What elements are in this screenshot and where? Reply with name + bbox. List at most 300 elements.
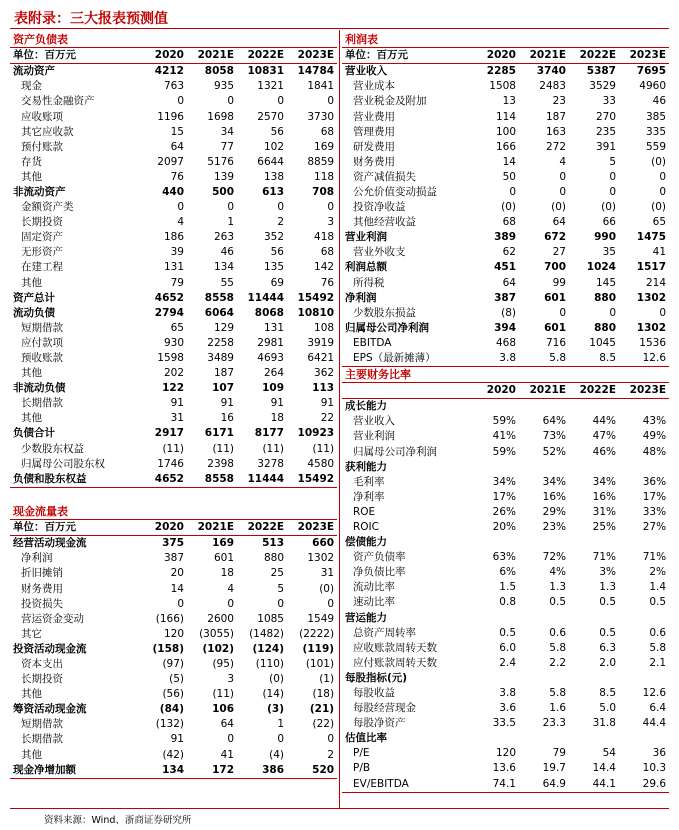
- table-row: [342, 79, 669, 94]
- row-label: 总资产周转率: [353, 626, 416, 639]
- cell-value: (14): [262, 688, 284, 701]
- cell-value: 6064: [204, 306, 234, 319]
- row-label: 少数股东损益: [353, 306, 416, 319]
- cell-value: 23.3: [542, 717, 566, 730]
- cell-value: 263: [213, 231, 234, 244]
- cell-value: 18: [270, 412, 284, 425]
- table-row: [342, 64, 669, 80]
- cell-value: 44%: [592, 415, 616, 428]
- header-year: 2022E: [237, 520, 287, 536]
- table-row: [342, 200, 669, 215]
- cell-value: 65: [170, 321, 184, 334]
- cell-value: [619, 731, 669, 746]
- cell-value: 74.1: [469, 777, 519, 793]
- header-year: 2021E: [519, 48, 569, 64]
- cell-value: [569, 671, 619, 686]
- cell-value: 36: [652, 747, 667, 760]
- row-label: 归属母公司股东权: [21, 457, 105, 470]
- cell-value: 114: [495, 110, 516, 123]
- cell-value: 513: [262, 537, 284, 550]
- cell-value: (0): [319, 582, 335, 595]
- table-row: [10, 396, 337, 411]
- row-label: 公允价值变动损益: [353, 185, 437, 198]
- cell-value: 64: [170, 140, 184, 153]
- cell-value: 5: [609, 155, 616, 168]
- financial-ratios-title: 主要财务比率: [342, 367, 669, 383]
- table-row: [342, 170, 669, 185]
- cell-value: 71%: [642, 551, 667, 564]
- header-year: 2020: [137, 48, 187, 64]
- cell-value: [569, 731, 619, 746]
- table-row: [342, 155, 669, 170]
- row-label: 归属母公司净利润: [345, 321, 429, 334]
- cell-value: (102): [202, 642, 234, 655]
- cell-value: 3730: [307, 110, 335, 123]
- table-row: [342, 641, 669, 656]
- row-label: 投资活动现金流: [13, 642, 87, 655]
- table-row: [10, 170, 337, 185]
- cell-value: 2258: [207, 336, 234, 349]
- row-label: EBITDA: [353, 336, 392, 349]
- cell-value: 72%: [542, 551, 566, 564]
- row-label: 归属母公司净利润: [353, 445, 437, 458]
- cell-value: (1): [319, 673, 335, 686]
- cell-value: 13: [502, 95, 516, 108]
- cell-value: 559: [645, 140, 667, 153]
- cell-value: 107: [212, 382, 234, 395]
- cell-value: 142: [314, 261, 335, 274]
- cell-value: 672: [544, 231, 566, 244]
- cell-value: 166: [495, 140, 516, 153]
- cell-value: 73%: [542, 430, 566, 443]
- cash-flow-table: [10, 504, 337, 779]
- cell-value: 39: [170, 246, 184, 259]
- cell-value: 0: [559, 306, 566, 319]
- income-statement-table: [342, 32, 669, 367]
- cell-value: (95): [212, 657, 234, 670]
- header-year: 2022E: [569, 383, 619, 399]
- cell-value: 1321: [257, 80, 284, 93]
- cell-value: [619, 460, 669, 475]
- cell-value: 3529: [589, 80, 616, 93]
- cell-value: 394: [494, 321, 516, 334]
- cell-value: [469, 460, 519, 475]
- cell-value: [569, 460, 619, 475]
- cell-value: (0): [601, 201, 616, 214]
- cell-value: 10831: [247, 65, 284, 78]
- income-statement-unit: 单位：百万元: [342, 48, 469, 64]
- cell-value: 1.5: [499, 581, 516, 594]
- row-label: 财务费用: [21, 582, 63, 595]
- table-row: [10, 763, 337, 779]
- row-label: 营业利润: [345, 231, 387, 244]
- table-row: [342, 565, 669, 580]
- row-label: 净利润: [345, 291, 377, 304]
- table-row: [10, 336, 337, 351]
- cell-value: 33: [602, 95, 616, 108]
- row-label: 营业费用: [353, 110, 395, 123]
- cell-value: 4652: [154, 291, 184, 304]
- cell-value: 187: [545, 110, 566, 123]
- table-row: [342, 94, 669, 109]
- table-row: [342, 701, 669, 716]
- cell-value: 63%: [492, 551, 516, 564]
- cell-value: 0: [327, 201, 335, 214]
- cell-value: 1302: [636, 321, 667, 334]
- cell-value: 2398: [207, 457, 234, 470]
- row-label: 非流动资产: [13, 185, 66, 198]
- row-label: 应付账款周转天数: [353, 656, 437, 669]
- cell-value: 49%: [642, 430, 667, 443]
- cell-value: (101): [305, 657, 335, 670]
- table-row: [342, 626, 669, 641]
- table-row: [342, 215, 669, 230]
- cell-value: 17%: [642, 490, 667, 503]
- row-label: 筹资活动现金流: [13, 703, 87, 716]
- cell-value: 362: [314, 367, 335, 380]
- source-note: 资料来源：Wind、浙商证券研究所: [44, 815, 192, 826]
- row-label: 营业收入: [345, 65, 387, 78]
- cell-value: 41%: [492, 430, 516, 443]
- income-statement-title: 利润表: [342, 32, 669, 48]
- cell-value: [569, 611, 619, 626]
- cell-value: 91: [270, 397, 284, 410]
- cell-value: 8859: [307, 155, 335, 168]
- cell-value: 389: [494, 231, 516, 244]
- bottom-rule: [10, 808, 669, 809]
- cell-value: 41: [652, 246, 667, 259]
- cell-value: 134: [137, 763, 187, 779]
- cell-value: (0): [501, 201, 516, 214]
- table-row: [342, 276, 669, 291]
- cell-value: 468: [495, 336, 516, 349]
- row-label: 交易性金融资产: [21, 95, 95, 108]
- cell-value: 139: [213, 170, 234, 183]
- row-label: 短期借款: [21, 321, 63, 334]
- cell-value: 134: [213, 261, 234, 274]
- cell-value: 1.4: [649, 581, 667, 594]
- cell-value: 335: [645, 125, 667, 138]
- cell-value: 41: [220, 748, 234, 761]
- row-label: EV/EBITDA: [342, 777, 469, 793]
- cell-value: 0: [559, 185, 566, 198]
- cell-value: 0.5: [549, 596, 566, 609]
- row-label: 流动资产: [13, 65, 55, 78]
- row-label: 每股指标(元): [345, 671, 408, 684]
- cell-value: 56: [270, 246, 284, 259]
- cell-value: 0: [609, 185, 616, 198]
- cell-value: 0: [609, 306, 616, 319]
- cell-value: 16: [220, 412, 234, 425]
- cell-value: (11): [212, 442, 234, 455]
- cell-value: 64: [502, 276, 516, 289]
- cell-value: 145: [595, 276, 616, 289]
- cell-value: 1302: [636, 291, 667, 304]
- cell-value: (119): [302, 642, 335, 655]
- cell-value: 6.3: [599, 641, 616, 654]
- row-label: 长期投资: [21, 673, 63, 686]
- cell-value: 4%: [549, 566, 566, 579]
- cell-value: (42): [162, 748, 184, 761]
- cell-value: 2483: [539, 80, 566, 93]
- cell-value: 387: [163, 552, 184, 565]
- cell-value: 12.6: [642, 687, 667, 700]
- cell-value: 10923: [297, 427, 335, 440]
- cell-value: (4): [269, 748, 284, 761]
- row-label: 净负债比率: [353, 566, 406, 579]
- row-label: P/E: [353, 747, 370, 760]
- column-divider: [339, 30, 340, 808]
- table-row: [10, 472, 337, 488]
- cell-value: 3.6: [499, 702, 516, 715]
- cell-value: [519, 399, 569, 415]
- cell-value: 2.1: [649, 656, 667, 669]
- cell-value: 4: [559, 155, 566, 168]
- cell-value: 1746: [157, 457, 184, 470]
- table-row: [10, 457, 337, 472]
- cell-value: 169: [212, 537, 234, 550]
- cell-value: 47%: [592, 430, 616, 443]
- table-row: [10, 351, 337, 366]
- row-label: 其他: [21, 367, 42, 380]
- cell-value: 8558: [187, 472, 237, 488]
- row-label: 估值比率: [345, 732, 387, 745]
- table-row: [10, 155, 337, 170]
- cell-value: 46: [220, 246, 234, 259]
- cell-value: (3): [267, 703, 284, 716]
- cell-value: 14: [502, 155, 516, 168]
- cell-value: 0: [227, 597, 234, 610]
- cell-value: 10.3: [642, 762, 667, 775]
- cell-value: [519, 731, 569, 746]
- table-row: [10, 411, 337, 426]
- cell-value: 0.5: [599, 596, 616, 609]
- table-row: [342, 109, 669, 124]
- cell-value: 0: [509, 185, 516, 198]
- cell-value: (0): [551, 201, 566, 214]
- cell-value: 375: [162, 537, 184, 550]
- table-row: [342, 595, 669, 610]
- cell-value: (56): [162, 688, 184, 701]
- cell-value: 601: [544, 291, 566, 304]
- cell-value: 2917: [154, 427, 184, 440]
- cell-value: 0.6: [549, 626, 566, 639]
- cell-value: 0: [559, 170, 566, 183]
- cell-value: 5.8: [549, 641, 566, 654]
- cell-value: 2.2: [549, 656, 566, 669]
- table-row: [342, 336, 669, 351]
- row-label: 应收账款周转天数: [353, 641, 437, 654]
- cell-value: 15: [170, 125, 184, 138]
- cell-value: 386: [237, 763, 287, 779]
- cell-value: 31.8: [592, 717, 616, 730]
- row-label: 现金净增加额: [10, 763, 137, 779]
- cell-value: 33%: [642, 505, 667, 518]
- cell-value: 34%: [492, 475, 516, 488]
- row-label: 在建工程: [21, 261, 63, 274]
- cell-value: 19.7: [542, 762, 566, 775]
- row-label: 营运能力: [345, 611, 387, 624]
- cell-value: 68: [320, 246, 335, 259]
- cell-value: 708: [312, 185, 335, 198]
- cell-value: 172: [187, 763, 237, 779]
- cell-value: 0: [659, 185, 667, 198]
- row-label: 固定资产: [21, 231, 63, 244]
- cell-value: 0: [327, 95, 335, 108]
- cell-value: 34%: [542, 475, 566, 488]
- row-label: 投资净收益: [353, 201, 406, 214]
- table-row: [342, 260, 669, 275]
- row-label: 应收账项: [21, 110, 63, 123]
- cell-value: 4212: [154, 65, 184, 78]
- table-row: [10, 566, 337, 581]
- cell-value: 23: [552, 95, 566, 108]
- row-label: 金额资产类: [21, 201, 74, 214]
- table-row: [342, 731, 669, 746]
- header-year: 2020: [469, 48, 519, 64]
- cell-value: 16%: [542, 490, 566, 503]
- cell-value: 0: [327, 733, 335, 746]
- row-label: 资产总计: [13, 291, 55, 304]
- cell-value: 2794: [154, 306, 184, 319]
- table-row: [342, 671, 669, 686]
- cell-value: 0: [659, 306, 667, 319]
- cell-value: 2.0: [599, 656, 616, 669]
- cell-value: 385: [645, 110, 667, 123]
- cell-value: 14: [170, 582, 184, 595]
- cell-value: 8177: [254, 427, 284, 440]
- cell-value: (5): [169, 673, 184, 686]
- cell-value: 1698: [207, 110, 234, 123]
- cell-value: 4693: [257, 352, 284, 365]
- table-row: [10, 748, 337, 763]
- cell-value: 0: [659, 170, 667, 183]
- cell-value: (110): [255, 657, 284, 670]
- cell-value: [619, 611, 669, 626]
- cell-value: 601: [544, 321, 566, 334]
- table-row: [10, 426, 337, 441]
- cell-value: 62: [502, 246, 516, 259]
- cell-value: 27%: [642, 520, 667, 533]
- table-row: [342, 291, 669, 306]
- cell-value: (8): [501, 306, 516, 319]
- table-row: [342, 746, 669, 761]
- row-label: 其他: [21, 748, 42, 761]
- table-row: [342, 306, 669, 321]
- table-row: [342, 444, 669, 459]
- header-year: 2021E: [519, 383, 569, 399]
- cell-value: 5.8: [649, 641, 667, 654]
- row-label: 净利率: [353, 490, 385, 503]
- table-row: [10, 276, 337, 291]
- row-label: 速动比率: [353, 596, 395, 609]
- table-row: [342, 475, 669, 490]
- table-row: [342, 399, 669, 415]
- cell-value: 5.8: [549, 687, 566, 700]
- table-row: [342, 245, 669, 260]
- title-rule: [10, 28, 669, 29]
- cell-value: 79: [552, 747, 566, 760]
- cell-value: (0): [651, 155, 667, 168]
- table-row: [342, 520, 669, 535]
- cell-value: 601: [213, 552, 234, 565]
- cell-value: 118: [314, 170, 335, 183]
- cell-value: (11): [262, 442, 284, 455]
- table-row: [342, 611, 669, 626]
- header-year: 2023E: [287, 48, 337, 64]
- row-label: 资本支出: [21, 657, 63, 670]
- table-row: [10, 64, 337, 80]
- cell-value: 43%: [642, 415, 667, 428]
- ratios-header-blank: [342, 383, 469, 399]
- cell-value: 6.4: [649, 702, 667, 715]
- cell-value: 34%: [592, 475, 616, 488]
- cell-value: 0: [327, 597, 335, 610]
- header-year: 2022E: [569, 48, 619, 64]
- cell-value: 135: [263, 261, 284, 274]
- table-row: [342, 414, 669, 429]
- cell-value: 131: [163, 261, 184, 274]
- cell-value: 25: [270, 567, 284, 580]
- cell-value: 44.1: [569, 777, 619, 793]
- cell-value: 131: [263, 321, 284, 334]
- table-row: [10, 321, 337, 336]
- cell-value: 6644: [257, 155, 284, 168]
- cell-value: 138: [263, 170, 284, 183]
- table-row: [10, 536, 337, 552]
- table-row: [342, 125, 669, 140]
- row-label: 其他: [21, 412, 42, 425]
- cell-value: 613: [262, 185, 284, 198]
- table-row: [342, 716, 669, 731]
- cell-value: 29%: [542, 505, 566, 518]
- cell-value: 186: [163, 231, 184, 244]
- cell-value: 0.6: [649, 626, 667, 639]
- table-row: [342, 686, 669, 701]
- cell-value: 5: [277, 582, 284, 595]
- table-row: [10, 687, 337, 702]
- table-row: [10, 717, 337, 732]
- table-row: [10, 551, 337, 566]
- table-row: [10, 291, 337, 306]
- cell-value: 3%: [599, 566, 616, 579]
- cell-value: 71%: [592, 551, 616, 564]
- cell-value: 4960: [639, 80, 667, 93]
- cell-value: 440: [162, 185, 184, 198]
- row-label: 存货: [21, 155, 42, 168]
- cell-value: 1475: [636, 231, 667, 244]
- cell-value: 1.6: [549, 702, 566, 715]
- cell-value: 2600: [207, 612, 234, 625]
- cell-value: (11): [312, 442, 335, 455]
- row-label: 流动负债: [13, 306, 55, 319]
- cell-value: 2.4: [499, 656, 516, 669]
- cell-value: 0: [177, 95, 184, 108]
- cell-value: 3489: [207, 352, 234, 365]
- row-label: 毛利率: [353, 475, 385, 488]
- cell-value: 1841: [307, 80, 335, 93]
- cell-value: 935: [213, 80, 234, 93]
- cell-value: 520: [287, 763, 337, 779]
- cell-value: 13.6: [492, 762, 516, 775]
- cell-value: 3.8: [499, 687, 516, 700]
- cell-value: 4: [227, 582, 234, 595]
- cell-value: 3: [327, 216, 335, 229]
- header-year: 2021E: [187, 520, 237, 536]
- cell-value: (132): [155, 718, 184, 731]
- cell-value: 700: [544, 261, 566, 274]
- cell-value: 270: [595, 110, 616, 123]
